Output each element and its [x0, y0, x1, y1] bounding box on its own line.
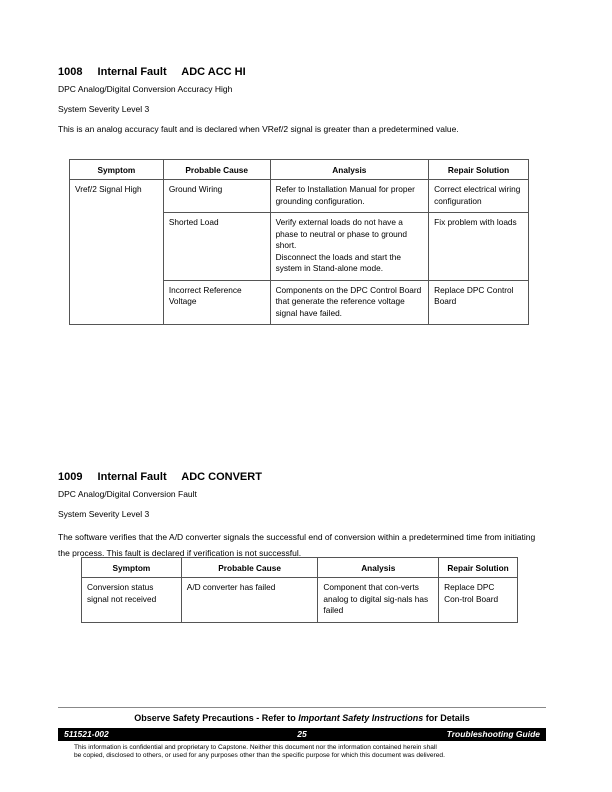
footer-bar — [58, 728, 546, 741]
troubleshooting-table-1009 — [81, 557, 518, 623]
header-repair-solution: Repair Solution — [439, 558, 518, 578]
header-analysis: Analysis — [270, 160, 429, 180]
fault-name: ADC CONVERT — [181, 471, 262, 483]
analysis-cell: Component that con-verts analog to digital sig-nals has failed — [318, 578, 439, 623]
section-title — [58, 66, 548, 78]
fault-severity: System Severity Level 3 — [58, 104, 150, 114]
fault-description: DPC Analog/Digital Conversion Accuracy High — [58, 84, 233, 94]
header-probable-cause: Probable Cause — [163, 160, 270, 180]
table-header-row — [70, 160, 529, 180]
header-probable-cause: Probable Cause — [181, 558, 318, 578]
fault-category: Internal Fault — [97, 471, 167, 483]
analysis-text: Verify external loads do not have a phase to neutral or phase to ground short. — [275, 217, 408, 250]
fault-section-1008 — [58, 66, 548, 144]
cause-cell: A/D converter has failed — [181, 578, 318, 623]
repair-cell: Replace DPC Con-trol Board — [439, 578, 518, 623]
page-footer — [58, 707, 546, 760]
header-symptom: Symptom — [70, 160, 164, 180]
cause-cell: Shorted Load — [163, 213, 270, 281]
fault-description: DPC Analog/Digital Conversion Fault — [58, 489, 197, 499]
symptom-cell: Vref/2 Signal High — [70, 180, 164, 325]
document-number: 511521-002 — [64, 729, 109, 739]
header-repair-solution: Repair Solution — [429, 160, 529, 180]
confidentiality-line-1: This information is confidential and proprietary to Capstone. Neither this document nor the information contained herein shall — [74, 744, 437, 751]
guide-title: Troubleshooting Guide — [446, 729, 540, 739]
confidentiality-notice — [58, 744, 546, 760]
cause-cell: Ground Wiring — [163, 180, 270, 213]
fault-code: 1008 — [58, 66, 83, 78]
symptom-cell: Conversion status signal not received — [82, 578, 182, 623]
analysis-cell: Refer to Installation Manual for proper grounding configuration. — [270, 180, 429, 213]
page-number: 25 — [297, 729, 307, 739]
safety-text-emphasis: Important Safety Instructions — [298, 713, 424, 723]
analysis-text-2: Disconnect the loads and start the system in Stand-alone mode. — [275, 251, 402, 273]
fault-name: ADC ACC HI — [181, 66, 246, 78]
table-row — [70, 180, 529, 213]
section-title — [58, 471, 548, 483]
analysis-cell: Components on the DPC Control Board that generate the reference voltage signal have failed. — [270, 280, 429, 325]
cause-cell: Incorrect Reference Voltage — [163, 280, 270, 325]
fault-code: 1009 — [58, 471, 83, 483]
troubleshooting-table-1008 — [69, 159, 529, 325]
repair-cell: Replace DPC Control Board — [429, 280, 529, 325]
safety-notice — [58, 707, 546, 723]
safety-text-pre: Observe Safety Precautions - Refer to — [134, 713, 299, 723]
header-symptom: Symptom — [82, 558, 182, 578]
repair-cell: Correct electrical wiring configuration — [429, 180, 529, 213]
analysis-cell — [270, 213, 429, 281]
fault-detail: This is an analog accuracy fault and is declared when VRef/2 signal is greater than a predetermined value. — [58, 124, 459, 134]
fault-detail: The software verifies that the A/D converter signals the successful end of conversion within a predetermined time from initiating the process. This fault is declared if verification is not successful. — [58, 532, 536, 558]
fault-severity: System Severity Level 3 — [58, 509, 150, 519]
header-analysis: Analysis — [318, 558, 439, 578]
fault-section-1009 — [58, 471, 548, 570]
confidentiality-line-2: be copied, disclosed to others, or used for any purposes other than the specific purpose for which this document was delivered. — [74, 752, 445, 759]
repair-cell: Fix problem with loads — [429, 213, 529, 281]
table-row — [82, 578, 518, 623]
safety-text-post: for Details — [423, 713, 470, 723]
fault-category: Internal Fault — [97, 66, 167, 78]
table-header-row — [82, 558, 518, 578]
